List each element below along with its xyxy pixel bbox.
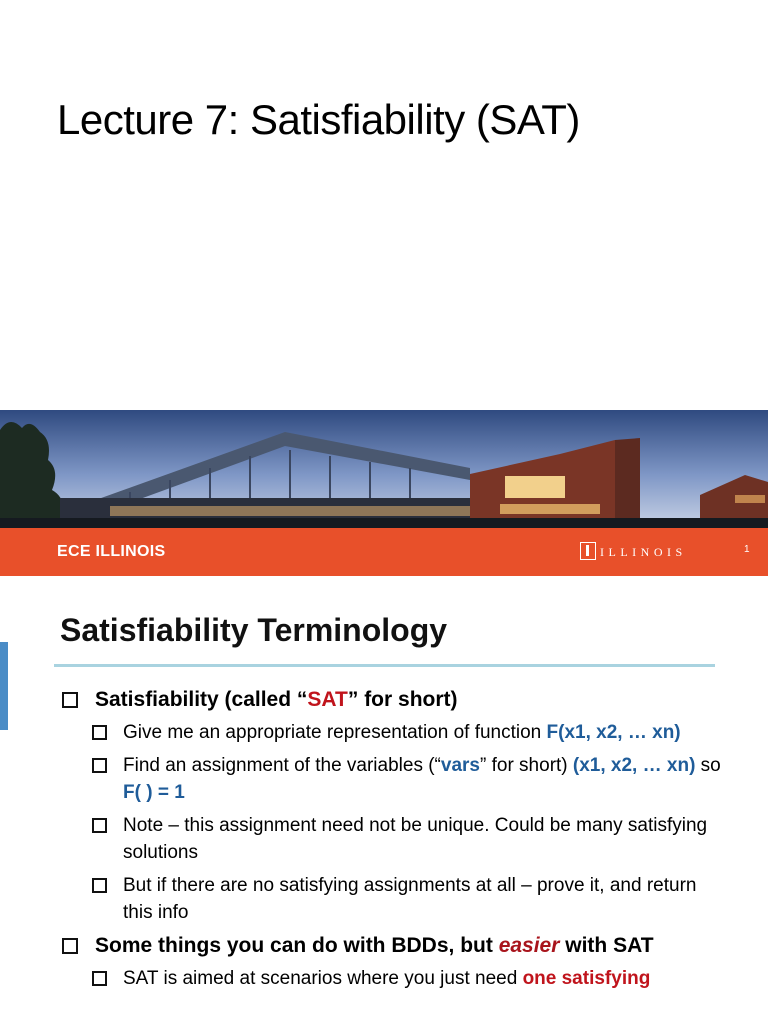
left-accent-bar bbox=[0, 642, 8, 730]
slide-title: Satisfiability Terminology bbox=[60, 612, 448, 648]
sub-bullet-sat-aimed: SAT is aimed at scenarios where you just need one satisfying bbox=[92, 965, 722, 992]
checkbox-bullet-icon bbox=[92, 878, 107, 893]
content-slide bbox=[0, 576, 768, 1024]
bullet-bdds-vs-sat: Some things you can do with BDDs, but easier with SAT bbox=[62, 932, 722, 959]
ece-illinois-label: ECE ILLINOIS bbox=[57, 543, 166, 560]
illinois-block-i-icon bbox=[580, 542, 596, 560]
sub-bullet-not-unique: Note – this assignment need not be unique. Could be many satisfying solutions bbox=[92, 812, 722, 866]
checkbox-bullet-icon bbox=[92, 725, 107, 740]
checkbox-bullet-icon bbox=[92, 758, 107, 773]
illinois-wordmark: ILLINOIS bbox=[600, 545, 687, 559]
lecture-title: Lecture 7: Satisfiability (SAT) bbox=[57, 96, 580, 143]
sat-term: SAT bbox=[307, 688, 348, 711]
checkbox-bullet-icon bbox=[62, 692, 78, 708]
bullet-satisfiability: Satisfiability (called “SAT” for short) bbox=[62, 686, 722, 713]
sub-bullet-assignment: Find an assignment of the variables (“vars” for short) (x1, x2, … xn) so F( ) = 1 bbox=[92, 752, 722, 806]
title-underline bbox=[54, 664, 715, 667]
slide-number: 1 bbox=[744, 544, 750, 555]
sub-bullet-no-solutions: But if there are no satisfying assignments at all – prove it, and return this info bbox=[92, 872, 722, 926]
checkbox-bullet-icon bbox=[92, 971, 107, 986]
footer-bar bbox=[0, 528, 768, 576]
bullet-list bbox=[62, 686, 722, 998]
checkbox-bullet-icon bbox=[92, 818, 107, 833]
sub-bullet-representation: Give me an appropriate representation of function F(x1, x2, … xn) bbox=[92, 719, 722, 746]
campus-building-banner bbox=[0, 410, 768, 528]
checkbox-bullet-icon bbox=[62, 938, 78, 954]
